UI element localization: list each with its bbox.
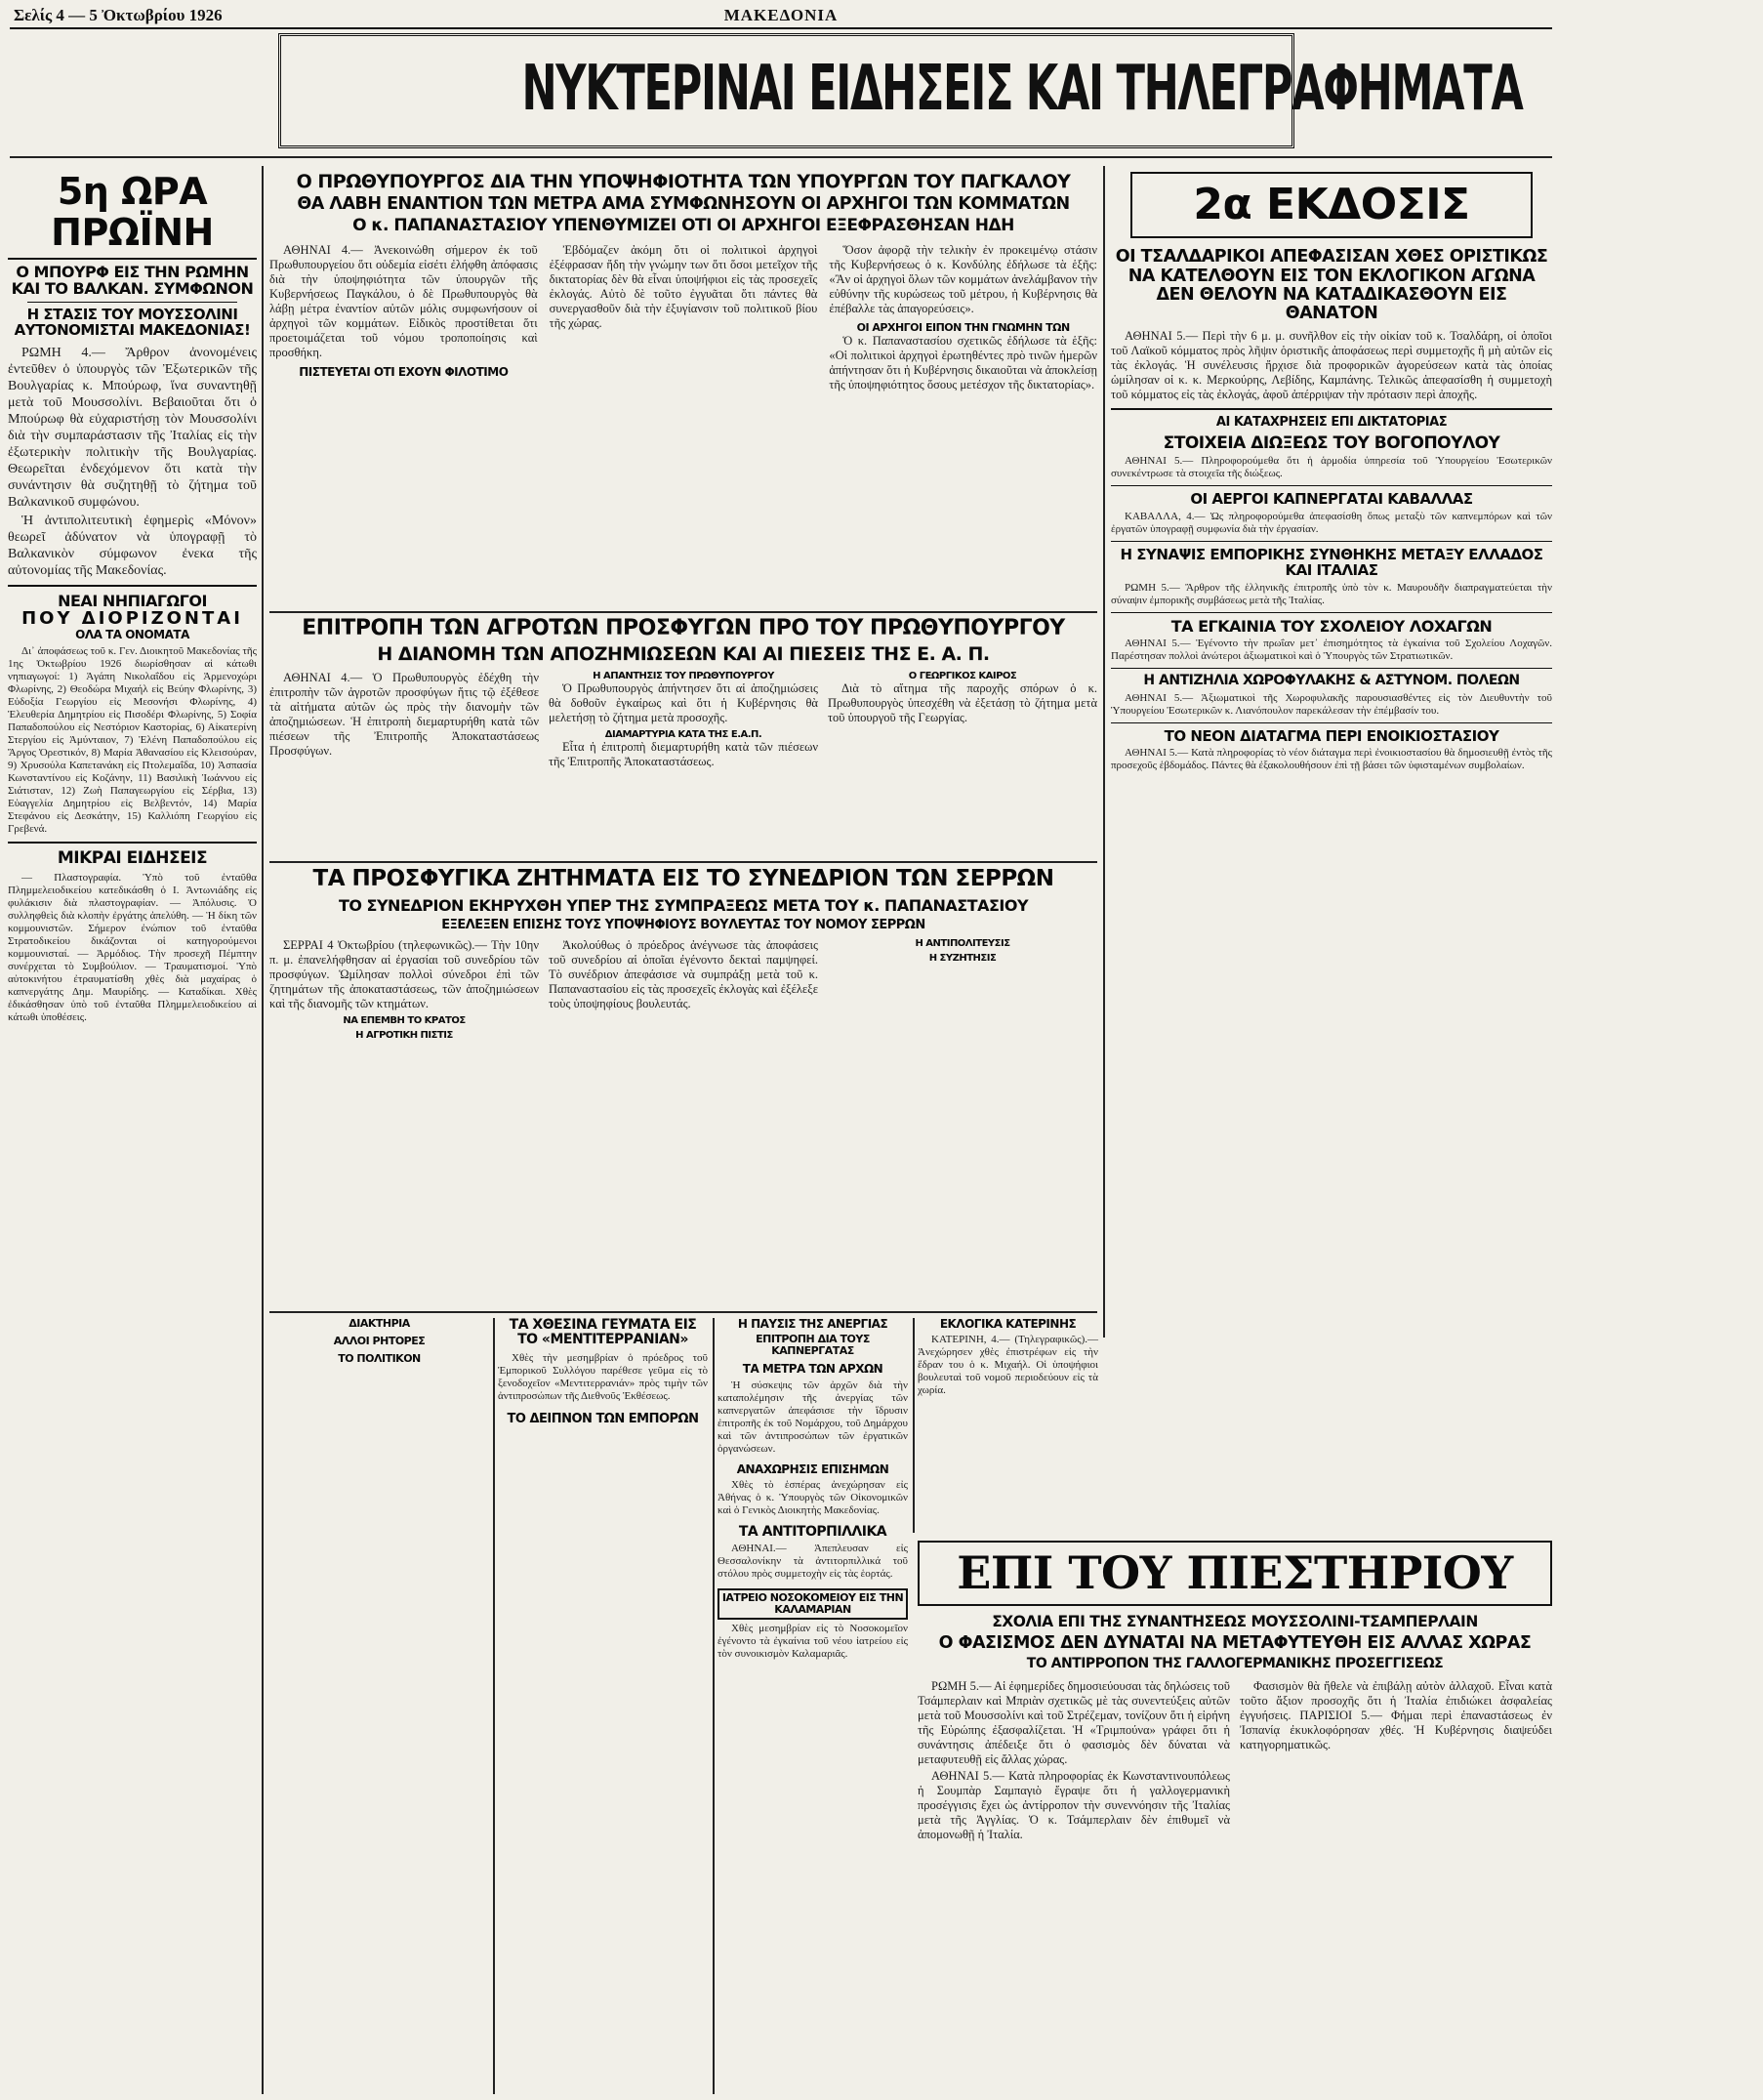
article-paragraph: Ὁ Πρωθυπουργὸς ἀπήντησεν ὅτι αἱ ἀποζημιώσεις θὰ δοθοῦν ἐγκαίρως καὶ ὅτι ἡ Κυβέρνησις θὰ μελετήσῃ τὸ ζήτημα μετὰ προσοχῆς. bbox=[549, 681, 818, 725]
press-subhead-1: ΣΧΟΛΙΑ ΕΠΙ ΤΗΣ ΣΥΝΑΝΤΗΣΕΩΣ ΜΟΥΣΣΟΛΙΝΙ-ΤΣΑΜΠΕΡΛΑΙΝ bbox=[992, 1612, 1478, 1630]
article-paragraph: ΑΘΗΝΑΙ 5.— Κατὰ πληροφορίας τὸ νέον διάταγμα περὶ ἐνοικιοστασίου θὰ δημοσιευθῇ ἐντὸς τῆς προσεχοῦς ἑβδομάδος. Πάντες θὰ ἐξακολουθήσουν ἐπὶ τῇ βάσει τῶν ὑφισταμένων συμβολαίων. bbox=[1111, 747, 1552, 772]
article-paragraph: Ἀκολούθως ὁ πρόεδρος ἀνέγνωσε τὰς ἀποφάσεις τοῦ συνεδρίου αἱ ὁποῖαι ἐγένοντο δεκταὶ παμψηφεί. Τὸ συνέδριον ἀπεφάσισε νὰ συμπράξῃ μετὰ τοῦ κ. Παπαναστασίου εἰς τὰς προσεχεῖς ἐκλογὰς καὶ ἐξέλεξε τοὺς ὑποψηφίους βουλευτάς. bbox=[549, 938, 818, 1011]
diaktiria-subhead: ΔΙΑΚΤΗΡΙΑ bbox=[348, 1317, 410, 1330]
left-column bbox=[8, 172, 257, 2093]
kapnergatai-column bbox=[718, 1318, 908, 2094]
article-paragraph: ΡΩΜΗ 5.— Αἱ ἐφημερίδες δημοσιεύουσαι τὰς δηλώσεις τοῦ Τσάμπερλαιν καὶ Μπριὰν σχετικῶς μὲ τὰς συνεντεύξεις αὐτῶν μετὰ τοῦ Μουσσολίνι καὶ τοῦ Στρέζεμαν, τονίζουν ὅτι ἡ εἰρήνη τῆς Εὐρώπης ἐξασφαλίζεται. Ἡ «Τριμπούνα» γράφει ὅτι ἡ συνάντησις ἀπέδειξε ὅτι ὁ φασισμὸς δὲν δύναται νὰ μεταφυτευθῇ εἰς ἄλλας χώρας. bbox=[918, 1679, 1230, 1767]
pm-headline-3: Ο κ. ΠΑΠΑΝΑΣΤΑΣΙΟΥ ΥΠΕΝΘΥΜΙΖΕΙ ΟΤΙ ΟΙ ΑΡΧΗΓΟΙ ΕΞΕΦΡΑΣΘΗΣΑΝ ΗΔΗ bbox=[352, 216, 1014, 236]
serres-article bbox=[269, 867, 1097, 1311]
katerini-column bbox=[918, 1318, 1098, 1533]
answer-column bbox=[549, 671, 818, 771]
anachorisis-headline: ΑΝΑΧΩΡΗΣΙΣ ΕΠΙΣΗΜΩΝ bbox=[736, 1462, 889, 1476]
serres-headline: ΤΑ ΠΡΟΣΦΥΓΙΚΑ ΖΗΤΗΜΑΤΑ ΕΙΣ ΤΟ ΣΥΝΕΔΡΙΟΝ ΤΩΝ ΣΕΡΡΩΝ bbox=[312, 866, 1054, 891]
antipolit-subhead: Η ΑΝΤΙΠΟΛΙΤΕΥΣΙΣ bbox=[915, 938, 1010, 950]
kavala-headline: ΟΙ ΑΕΡΓΟΙ ΚΑΠΝΕΡΓΑΤΑΙ ΚΑΒΑΛΛΑΣ bbox=[1190, 490, 1473, 509]
kapnergatai-subhead: ΕΠΙΤΡΟΠΗ ΔΙΑ ΤΟΥΣ ΚΑΠΝΕΡΓΑΤΑΣ bbox=[756, 1333, 870, 1358]
pm-headline-2: ΘΑ ΛΑΒΗ ΕΝΑΝΤΙΟΝ ΤΩΝ ΜΕΤΡΑ ΑΜΑ ΣΥΜΦΩΝΗΣΟΥΝ ΟΙ ΑΡΧΗΓΟΙ ΤΩΝ ΚΟΜΜΑΤΩΝ bbox=[297, 193, 1070, 214]
hora-headline: 5η ΩΡΑ ΠΡΩΪΝΗ bbox=[51, 170, 214, 254]
paper-name: ΜΑΚΕΔΟΝΙΑ bbox=[723, 6, 839, 24]
iatreio-text bbox=[718, 1623, 908, 1661]
dictatorship-headline: ΑΙ ΚΑΤΑΧΡΗΣΕΙΣ ΕΠΙ ΔΙΚΤΑΤΟΡΙΑΣ bbox=[1215, 415, 1448, 431]
article-paragraph: ΑΘΗΝΑΙ 5.— Πληροφορούμεθα ὅτι ἡ ἁρμοδία ὑπηρεσία τοῦ Ὑπουργείου Ἐσωτερικῶν συνεκέντρωσε τὰ στοιχεῖα τῆς διώξεως. bbox=[1111, 455, 1552, 480]
leaders-subhead: ΟΙ ΑΡΧΗΓΟΙ ΕΙΠΟΝ ΤΗΝ ΓΝΩΜΗΝ ΤΩΝ bbox=[856, 320, 1070, 334]
italy-treaty-headline: Η ΣΥΝΑΨΙΣ ΕΜΠΟΡΙΚΗΣ ΣΥΝΘΗΚΗΣ ΜΕΤΑΞΥ ΕΛΛΑΔΟΣ ΚΑΙ ΙΤΑΛΙΑΣ bbox=[1120, 545, 1543, 580]
anachorisis-text bbox=[718, 1479, 908, 1517]
column-divider bbox=[262, 166, 264, 2094]
pistis-subhead: Η ΑΓΡΟΤΙΚΗ ΠΙΣΤΙΣ bbox=[355, 1030, 453, 1042]
kairos-subhead: Ο ΓΕΩΡΓΙΚΟΣ ΚΑΙΡΟΣ bbox=[908, 671, 1017, 682]
article-paragraph: Δι᾽ ἀποφάσεως τοῦ κ. Γεν. Διοικητοῦ Μακεδονίας τῆς 1ης Ὀκτωβρίου 1926 διωρίσθησαν αἱ κάτωθι νηπιαγωγοί: 1) Ἀγάπη Νικολαΐδου εἰς Ἀρμενοχώρι Φλωρίνης, 2) Θεοδώρα Μιχαήλ εἰς Βεύην Φλωρίνης, 3) Εὐδοξία Γεωργίου εἰς Μεσονήσι Φλωρίνης, 4) Ἐλευθερία Δημητρίου εἰς Πισοδέρι Φλωρίνης, 5) Σοφία Παπαδοπούλου εἰς Νεστόριον Καστορίας, 6) Αἰκατερίνη Στεργίου εἰς Ἀμύνταιον, 7) Ἑλένη Παπαδοπούλου εἰς Ἄργος Ὀρεστικόν, 8) Μαρία Ἀθανασίου εἰς Κλεισούραν, 9) Χρυσούλα Καπετανάκη εἰς Πτολεμαΐδα, 10) Ἀσπασία Κωνσταντίνου εἰς Κοζάνην, 11) Βασιλικὴ Ἰωάννου εἰς Σιάτισταν, 12) Ζωὴ Παπαγεωργίου εἰς Σέρβια, 13) Εὐαγγελία Δημητρίου εἰς Βελβεντόν, 14) Μαρία Στεφάνου εἰς Δεσκάτην, 15) Καλλιόπη Γεωργίου εἰς Γρεβενά. bbox=[8, 645, 257, 836]
nursery-subtitle: ΠΟΥ ΔΙΟΡΙΖΟΝΤΑΙ bbox=[21, 608, 243, 630]
article-paragraph: Διὰ τὸ αἴτημα τῆς παροχῆς σπόρων ὁ κ. Πρωθυπουργὸς ὑπεσχέθη νὰ ἐξετάσῃ τὸ ζήτημα μετὰ τοῦ ὑπουργοῦ τῆς Γεωργίας. bbox=[828, 681, 1097, 725]
serres-text-col-1 bbox=[269, 938, 539, 1041]
article-paragraph: Χθὲς τὴν μεσημβρίαν ὁ πρόεδρος τοῦ Ἐμπορικοῦ Συλλόγου παρέθεσε γεῦμα εἰς τὸ ξενοδοχεῖον «Μεντιτερρανιάν» πρὸς τιμὴν τῶν ἀντιπροσώπων τῆς Διεθνοῦς Ἐκθέσεως. bbox=[498, 1351, 708, 1402]
article-paragraph: Φασισμὸν θὰ ἤθελε νὰ ἐπιβάλῃ αὐτὸν ἀλλαχοῦ. Εἶναι κατὰ τοῦτο ἄξιον προσοχῆς ὅτι ἡ Ἰταλία ἐπιδιώκει ἀσφαλείας ἐγγυήσεις. ΠΑΡΙΣΙΟΙ 5.— Φήμαι περὶ ἐπαναστάσεως ἐν Ἰσπανίᾳ ἐκυκλοφόρησαν χθές. Ἡ Κυβέρνησις διαψεύδει κατηγορηματικῶς. bbox=[1240, 1679, 1552, 1752]
column-divider bbox=[913, 1318, 915, 1533]
article-paragraph: Ἡ σύσκεψις τῶν ἀρχῶν διὰ τὴν καταπολέμησιν τῆς ἀνεργίας τῶν καπνεργατῶν ἀπεφάσισε τὴν ἵδρυσιν ἐπιτροπῆς ἐκ τοῦ Νομάρχου, τοῦ Δημάρχου καὶ τῶν ἀντιπροσώπων τῶν ἐργατικῶν ὀργανώσεων. bbox=[718, 1379, 908, 1455]
protest-subhead: ΔΙΑΜΑΡΤΥΡΙΑ ΚΑΤΑ ΤΗΣ Ε.Α.Π. bbox=[604, 729, 762, 741]
serres-text-col-2 bbox=[549, 938, 818, 1041]
right-column bbox=[1111, 172, 1552, 1338]
serres-subhead: ΤΟ ΣΥΝΕΔΡΙΟΝ ΕΚΗΡΥΧΘΗ ΥΠΕΡ ΤΗΣ ΣΥΜΠΡΑΞΕΩΣ ΜΕΤΑ ΤΟΥ κ. ΠΑΠΑΝΑΣΤΑΣΙΟΥ bbox=[338, 896, 1029, 916]
article-paragraph: ΚΑΒΑΛΛΑ, 4.— Ὡς πληροφορούμεθα ἀπεφασίσθη ὅπως μεταξὺ τῶν καπνεμπόρων καὶ τῶν ἐργατῶν ὑπογραφῇ συμφωνία διὰ τὴν ἐργασίαν. bbox=[1111, 510, 1552, 535]
mediterranean-column bbox=[498, 1318, 708, 2094]
article-paragraph: ΚΑΤΕΡΙΝΗ, 4.— (Τηλεγραφικῶς).— Ἀνεχώρησεν χθὲς ἐπιστρέφων εἰς τὴν ἕδραν του ὁ κ. Μιχαήλ. Οἱ ὑποψήφιοι βουλευταὶ τοῦ νομοῦ περιοδεύουν εἰς τὰ χωρία. bbox=[918, 1334, 1098, 1397]
metra-headline: ΤΑ ΜΕΤΡΑ ΤΩΝ ΑΡΧΩΝ bbox=[742, 1362, 883, 1377]
page-date: Σελίς 4 — 5 Ὀκτωβρίου 1926 bbox=[14, 6, 223, 24]
article-paragraph: Ὅσον ἀφορᾷ τὴν τελικὴν ἐν προκειμένῳ στάσιν τῆς Κυβερνήσεως ὁ κ. Κονδύλης ἐδήλωσε τὰ ἑξῆς: «Ἂν οἱ ἀρχηγοὶ ὅλων τῶν κομμάτων ἀνελάμβανον τὴν εὐθύνην τῆς κυρώσεως τοῦ μέτρου, ἡ Κυβέρνησις θὰ ἐπέβαλλε τὰς ἀπαγορεύσεις». bbox=[829, 242, 1098, 315]
tsaldaris-headline: ΟΙ ΤΣΑΛΔΑΡΙΚΟΙ ΑΠΕΦΑΣΙΣΑΝ ΧΘΕΣ ΟΡΙΣΤΙΚΩΣ ΝΑ ΚΑΤΕΛΘΟΥΝ ΕΙΣ ΤΟΝ ΕΚΛΟΓΙΚΟΝ ΑΓΩΝΑ ΔΕΝ ΘΕΛΟΥΝ ΝΑ ΚΑΤΑΔΙΚΑΣΘΟΥΝ ΕΙΣ ΘΑΝΑΤΟΝ bbox=[1115, 247, 1548, 324]
politiko-subhead: ΤΟ ΠΟΛΙΤΙΚΟΝ bbox=[338, 1352, 421, 1366]
article-paragraph: ΑΘΗΝΑΙ.— Ἀπεπλευσαν εἰς Θεσσαλονίκην τὰ ἀντιτορπιλλικά τοῦ στόλου πρὸς συμμετοχὴν εἰς τὰς ἑορτάς. bbox=[718, 1543, 908, 1581]
pm-text-col-2 bbox=[550, 243, 818, 394]
refugees-article bbox=[269, 617, 1097, 861]
nursery-title: ΝΕΑΙ ΝΗΠΙΑΓΩΓΟΙ bbox=[58, 591, 207, 610]
committee-text bbox=[269, 671, 539, 771]
school-text bbox=[1111, 638, 1552, 663]
column-divider bbox=[493, 1318, 495, 2094]
serres-subhead-2: ΕΞΕΛΕΞΕΝ ΕΠΙΣΗΣ ΤΟΥΣ ΥΠΟΨΗΦΙΟΥΣ ΒΟΥΛΕΥΤΑΣ ΤΟΥ ΝΟΜΟΥ ΣΕΡΡΩΝ bbox=[441, 917, 925, 932]
press-subhead-3: ΤΟ ΑΝΤΙΡΡΟΠΟΝ ΤΗΣ ΓΑΛΛΟΓΕΡΜΑΝΙΚΗΣ ΠΡΟΣΕΓΓΙΣΕΩΣ bbox=[1026, 1655, 1444, 1671]
section-divider bbox=[269, 611, 1097, 613]
press-headline: ΕΠΙ ΤΟΥ ΠΙΕΣΤΗΡΙΟΥ bbox=[918, 1541, 1552, 1606]
antitorp-headline: ΤΑ ΑΝΤΙΤΟΡΠΙΛΛΙΚΑ bbox=[738, 1523, 887, 1540]
mediterranean-headline: ΤΑ ΧΘΕΣΙΝΑ ΓΕΥΜΑΤΑ ΕΙΣ ΤΟ «ΜΕΝΤΙΤΕΡΡΑΝΙΑΝ» bbox=[509, 1317, 697, 1348]
pm-text-col-3 bbox=[829, 243, 1097, 394]
article-paragraph: Χθὲς τὸ ἑσπέρας ἀνεχώρησαν εἰς Ἀθήνας ὁ κ. Ὑπουργὸς τῶν Οἰκονομικῶν καὶ ὁ Γενικὸς Διοικητὴς Μακεδονίας. bbox=[718, 1478, 908, 1516]
mediterranean-text bbox=[498, 1352, 708, 1403]
article-paragraph: ΡΩΜΗ 5.— Ἄρθρον τῆς ἑλληνικῆς ἐπιτροπῆς ὑπὸ τὸν κ. Μαυρουδῆν διαπραγματεύεται τὴν σύναψιν ἐμπορικῆς συμβάσεως μετὰ τῆς Ἰταλίας. bbox=[1111, 581, 1552, 606]
iatreio-headline: ΙΑΤΡΕΙΟ ΝΟΣΟΚΟΜΕΙΟΥ ΕΙΣ ΤΗΝ ΚΑΛΑΜΑΡΙΑΝ bbox=[718, 1588, 908, 1620]
main-banner: ΝΥΚΤΕΡΙΝΑΙ ΕΙΔΗΣΕΙΣ ΚΑΙ ΤΗΛΕΓΡΑΦΗΜΑΤΑ bbox=[278, 33, 1294, 148]
katerini-headline: ΕΚΛΟΓΙΚΑ ΚΑΤΕΡΙΝΗΣ bbox=[939, 1317, 1077, 1331]
second-edition-box: 2α ΕΚΔΟΣΙΣ bbox=[1130, 172, 1533, 238]
bourof-article bbox=[8, 345, 257, 579]
syzitisis-subhead: Η ΣΥΖΗΤΗΣΙΣ bbox=[928, 953, 997, 965]
italy-treaty-text bbox=[1111, 582, 1552, 607]
committee-headline: ΕΠΙΤΡΟΠΗ ΤΩΝ ΑΓΡΟΤΩΝ ΠΡΟΣΦΥΓΩΝ ΠΡΟ ΤΟΥ ΠΡΩΘΥΠΟΥΡΓΟΥ bbox=[302, 616, 1065, 640]
article-paragraph: ΑΘΗΝΑΙ 5.— Ἀξιωματικοὶ τῆς Χωροφυλακῆς παρουσιασθέντες εἰς τὸν Διευθυντὴν τοῦ Ὑπουργείου Ἐσωτερικῶν κ. Λιανόπουλον παρεκάλεσαν τὴν ἐπέμβασίν του. bbox=[1111, 691, 1552, 717]
nursery-subtitle-2: ΟΛΑ ΤΑ ΟΝΟΜΑΤΑ bbox=[75, 628, 189, 642]
column-divider bbox=[1103, 166, 1105, 1338]
kairos-column bbox=[828, 671, 1097, 771]
tsaldaris-text bbox=[1111, 329, 1552, 402]
answer-subhead: Η ΑΠΑΝΤΗΣΙΣ ΤΟΥ ΠΡΩΘΥΠΟΥΡΓΟΥ bbox=[593, 671, 774, 682]
article-paragraph: Ἡ ἀντιπολιτευτικὴ ἐφημερὶς «Μόνον» θεωρεῖ ἀδύνατον νὰ ὑπογραφῇ τὸ Βαλκανικὸν σύμφωνον ἐνεκα τῆς αὐτονομίας τῆς Μακεδονίας. bbox=[8, 513, 257, 578]
school-headline: ΤΑ ΕΓΚΑΙΝΙΑ ΤΟΥ ΣΧΟΛΕΙΟΥ ΛΟΧΑΓΩΝ bbox=[1170, 616, 1493, 636]
brief-news-title: ΜΙΚΡΑΙ ΕΙΔΗΣΕΙΣ bbox=[57, 848, 208, 869]
gendarmerie-text bbox=[1111, 692, 1552, 718]
katerini-text bbox=[918, 1334, 1098, 1397]
pm-text-col-1 bbox=[269, 243, 538, 394]
vogopoulos-headline: ΣΤΟΙΧΕΙΑ ΔΙΩΞΕΩΣ ΤΟΥ ΒΟΓΟΠΟΥΛΟΥ bbox=[1163, 432, 1500, 453]
article-paragraph: ΡΩΜΗ 4.— Ἄρθρον ἀνονομένεις ἐντεῦθεν ὁ ὑπουργὸς τῶν Ἐξωτερικῶν τῆς Βουλγαρίας κ. Μπούρωφ, ἵνα συναντηθῇ μετὰ τοῦ Μουσσολίνι. Βεβαιοῦται ὅτι ὁ Μπούρωφ θὰ εὐχαριστήσῃ τὸν Μουσσολίνι διὰ τὴν συμπαράστασιν τῆς Ἰταλίας εἰς τὴν ἐξωτερικὴν πολιτικὴν τῆς Βουλγαρίας. Θεωρεῖται ἐνδεχόμενον ὅτι κατὰ τὴν συνάντησιν θὰ συζητηθῇ τὸ ζήτημα τοῦ Βαλκανικοῦ συμφώνου. bbox=[8, 345, 257, 510]
pisteuetai-subhead: ΠΙΣΤΕΥΕΤΑΙ ΟΤΙ ΕΧΟΥΝ ΦΙΛΟΤΙΜΟ bbox=[299, 364, 509, 379]
article-paragraph: Εἶτα ἡ ἐπιτροπὴ διεμαρτυρήθη κατὰ τῶν πιέσεων τῆς Ἐπιτροπῆς Ἀποκαταστάσεως. bbox=[549, 740, 818, 769]
article-paragraph: ΑΘΗΝΑΙ 5.— Κατὰ πληροφορίας ἐκ Κωνσταντινουπόλεως ἡ Σουμπὰρ Σαμπαγιὸ ἔγραψε ὅτι ἡ γαλλογερμανικὴ προσέγγισις ἔχει ὡς ἀντίρροπον τὴν συνεννόησιν τῆς Ἰταλίας μετὰ τῆς Ἀγγλίας. Ὁ κ. Τσάμπερλαιν δὲν ἐπιθυμεῖ νὰ ἀπομονωθῇ ἡ Ἰταλία. bbox=[918, 1769, 1230, 1842]
column-divider bbox=[713, 1318, 715, 2094]
bourof-headline: Ο ΜΠΟΥΡΦ ΕΙΣ ΤΗΝ ΡΩΜΗΝ ΚΑΙ ΤΟ ΒΑΛΚΑΝ. ΣΥΜΦΩΝΟΝ bbox=[11, 262, 254, 299]
emporoi-headline: ΤΟ ΔΕΙΠΝΟΝ ΤΩΝ ΕΜΠΟΡΩΝ bbox=[507, 1411, 699, 1426]
pm-article bbox=[269, 172, 1097, 611]
serres-text-col-3 bbox=[828, 938, 1097, 1041]
rent-text bbox=[1111, 747, 1552, 772]
section-divider bbox=[269, 1311, 1097, 1313]
press-section bbox=[918, 1541, 1552, 2095]
nursery-list bbox=[8, 645, 257, 836]
brief-news bbox=[8, 872, 257, 1024]
section-divider bbox=[10, 156, 1552, 158]
serres-cont-column bbox=[269, 1318, 489, 2094]
kapnergatai-headline: Η ΠΑΥΣΙΣ ΤΗΣ ΑΝΕΡΓΙΑΣ bbox=[737, 1317, 888, 1331]
article-paragraph: ΑΘΗΝΑΙ 5.— Ἐγένοντο τὴν πρωΐαν μετ᾽ ἐπισημότητος τὰ ἐγκαίνια τοῦ Σχολείου Λοχαγῶν. Παρέστησαν πολλοὶ ἀνώτεροι ἀξιωματικοὶ καὶ ὁ Ὑπουργὸς τῶν Στρατιωτικῶν. bbox=[1111, 638, 1552, 663]
article-paragraph: Χθὲς μεσημβρίαν εἰς τὸ Νοσοκομεῖον ἐγένοντο τὰ ἐγκαίνια τοῦ νέου ἰατρείου εἰς τὸν συνοικισμὸν Καλαμαριᾶς. bbox=[718, 1623, 908, 1661]
mussolini-headline: Η ΣΤΑΣΙΣ ΤΟΥ ΜΟΥΣΣΟΛΙΝΙ ΑΥΤΟΝΟΜΙΣΤΑΙ ΜΑΚΕΔΟΝΙΑΣ! bbox=[14, 305, 251, 340]
gendarmerie-headline: Η ΑΝΤΙΖΗΛΙΑ ΧΩΡΟΦΥΛΑΚΗΣ & ΑΣΤΥΝΟΜ. ΠΟΛΕΩΝ bbox=[1143, 673, 1520, 689]
rhetores-subhead: ΑΛΛΟΙ ΡΗΤΟΡΕΣ bbox=[333, 1335, 426, 1348]
rent-headline: ΤΟ ΝΕΟΝ ΔΙΑΤΑΓΜΑ ΠΕΡΙ ΕΝΟΙΚΙΟΣΤΑΣΙΟΥ bbox=[1164, 726, 1499, 745]
article-paragraph: ΑΘΗΝΑΙ 4.— Ἀνεκοινώθη σήμερον ἐκ τοῦ Πρωθυπουργείου ὅτι οὐδεμία εἰσέτι ἐλήφθη ἀπόφασις διὰ τὴν ὑποψηφιότητα τῶν ὑπουργῶν τῆς Κυβερνήσεως Παγκάλου, ὁ δὲ Πρωθυπουργὸς θὰ λάβῃ μέτρα ἐναντίον αὐτῶν μόλις συμφωνήσουν οἱ ἀρχηγοὶ τῶν κομμάτων. Εἰδικὸς προστίθεται ὅτι προετοιμάζεται τοῦ νόμου τροποποίησις καὶ προσθήκη. bbox=[269, 242, 538, 359]
article-paragraph: ΣΕΡΡΑΙ 4 Ὀκτωβρίου (τηλεφωνικῶς).— Τὴν 10ην π. μ. ἐπανελήφθησαν αἱ ἐργασίαι τοῦ συνεδρίου τῶν προσφύγων. Ὡμίλησαν πολλοὶ σύνεδροι ἐπὶ τῶν ζητημάτων τῆς ἀποκαταστάσεως, τῶν ἀποζημιώσεων καὶ τῆς διανομῆς τῶν κτημάτων. bbox=[269, 938, 539, 1011]
press-subhead-2: Ο ΦΑΣΙΣΜΟΣ ΔΕΝ ΔΥΝΑΤΑΙ ΝΑ ΜΕΤΑΦΥΤΕΥΘΗ ΕΙΣ ΑΛΛΑΣ ΧΩΡΑΣ bbox=[938, 1632, 1532, 1653]
press-text-col-1 bbox=[918, 1679, 1230, 1844]
kavala-text bbox=[1111, 511, 1552, 536]
article-paragraph: ΑΘΗΝΑΙ 4.— Ὁ Πρωθυπουργὸς ἐδέχθη τὴν ἐπιτροπὴν τῶν ἀγροτῶν προσφύγων ἥτις τῷ ἐξέθεσε τὰ αἰτήματα αὐτῶν ὡς πρὸς τὴν διανομὴν τῶν ἀποζημιώσεων. Ἡ ἐπιτροπὴ διεμαρτυρήθη κατὰ τῶν πιέσεων τῆς Ἐπιτροπῆς Ἀποκαταστάσεως Προσφύγων. bbox=[269, 671, 539, 759]
page-header-line bbox=[10, 6, 1552, 29]
article-paragraph: — Πλαστογραφία. Ὑπὸ τοῦ ἐνταῦθα Πλημμελειοδικείου κατεδικάσθη ὁ Ι. Ἀντωνιάδης εἰς φυλάκισιν διὰ πλαστογραφίαν. — Ἀπόλυσις. Ὁ συλληφθεὶς διὰ κλοπὴν ἐργάτης ἀπελύθη. — Ἡ δίκη τῶν κομμουνιστῶν. Σήμερον ἐνώπιον τοῦ ἐνταῦθα Στρατοδικείου δικάζονται οἱ κατηγορούμενοι κομμουνισταί. — Ἀρμόδιος. Τὴν προσεχῆ Πέμπτην συνέρχεται τὸ Συμβούλιον. — Τραυματισμοί. Ὑπὸ αὐτοκινήτου ἐτραυματίσθη χθὲς διὰ μαχαίρας ὁ καπνεργάτης Δημ. Μαυρίδης. — Καταδίκαι. Χθὲς ἐδικάσθησαν ὑπὸ τοῦ ἐνταῦθα Πλημμελειοδικείου αἱ κάτωθι ὑποθέσεις. bbox=[8, 872, 257, 1024]
vogopoulos-text bbox=[1111, 455, 1552, 480]
kratos-subhead: ΝΑ ΕΠΕΜΒΗ ΤΟ ΚΡΑΤΟΣ bbox=[343, 1015, 466, 1027]
metra-text bbox=[718, 1379, 908, 1456]
article-paragraph: Ἐβδόμαζεν ἀκόμη ὅτι οἱ πολιτικοὶ ἀρχηγοὶ ἐξέφρασαν ἤδη τὴν γνώμην των ὅτι ὅσοι μετεῖχον τῆς δικτατορίας δὲν θὰ εἶναι ὑποψήφιοι εἰς τὰς προσεχεῖς ἐκλογάς. Αὐτὸ δὲ τοῦτο ἐγγυᾶται ὅτι πάντες θὰ συνεργασθοῦν διὰ τὴν ἐξυγίανσιν τοῦ πολιτικοῦ βίου τῆς χώρας. bbox=[549, 242, 818, 330]
section-divider bbox=[269, 861, 1097, 863]
antitorp-text bbox=[718, 1543, 908, 1581]
pm-headline-1: Ο ΠΡΩΘΥΠΟΥΡΓΟΣ ΔΙΑ ΤΗΝ ΥΠΟΨΗΦΙΟΤΗΤΑ ΤΩΝ ΥΠΟΥΡΓΩΝ ΤΟΥ ΠΑΓΚΑΛΟΥ bbox=[296, 171, 1071, 192]
article-paragraph: Ὁ κ. Παπαναστασίου σχετικῶς ἐδήλωσε τὰ ἑξῆς: «Οἱ πολιτικοὶ ἀρχηγοὶ ἐρωτηθέντες πρὸ τινῶν ἡμερῶν ἀπήντησαν ὅτι ἡ Κυβέρνησις δικαιοῦται νὰ ἀποκλείσῃ τῆς ὑποψηφιότητος ὅσους μετέσχον τῆς δικτατορίας». bbox=[829, 333, 1098, 391]
article-paragraph: ΑΘΗΝΑΙ 5.— Περὶ τὴν 6 μ. μ. συνῆλθον εἰς τὴν οἰκίαν τοῦ κ. Τσαλδάρη, οἱ ὁποῖοι τοῦ Λαϊκοῦ κόμματος πρὸς λῆψιν ὁριστικῆς ἀποφάσεως περὶ συμμετοχῆς ἢ μὴ αὐτῶν εἰς τὰς ἐκλογάς. Ἡ συνέλευσις ἤρχισε διὰ προφορικῶν ἀγορεύσεων κατὰ τὰς ὁποίας ὡμίλησαν οἱ κ. κ. Μερκούρης, Λεβίδης, Καμπάνης. Τελικῶς ἀπεφασίσθη ἡ συμμετοχὴ τοῦ κόμματος εἰς τὰς ἐκλογάς, ἀφοῦ ἀπέρριψαν τὴν πρότασιν περὶ ἀποχῆς. bbox=[1111, 329, 1552, 402]
distribution-headline: Η ΔΙΑΝΟΜΗ ΤΩΝ ΑΠΟΖΗΜΙΩΣΕΩΝ ΚΑΙ ΑΙ ΠΙΕΣΕΙΣ ΤΗΣ Ε. Α. Π. bbox=[377, 643, 990, 666]
press-text-col-2 bbox=[1240, 1679, 1552, 1844]
